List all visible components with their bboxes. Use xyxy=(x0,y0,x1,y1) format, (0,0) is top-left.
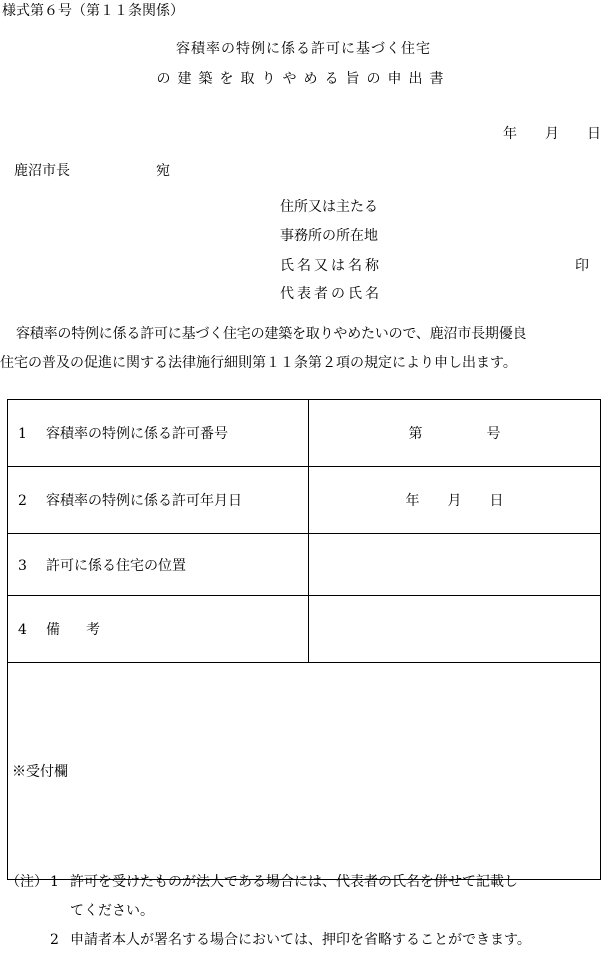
form-number: 様式第６号（第１１条関係） xyxy=(2,3,184,19)
remarks-field[interactable] xyxy=(309,596,601,663)
document-title-line2: の建築を取りやめる旨の申出書 xyxy=(156,71,451,87)
note-continuation: てください。 xyxy=(70,903,154,919)
applicant-address-label: 住所又は主たる xyxy=(280,199,378,215)
table-row xyxy=(8,663,601,880)
permit-date-day: 日 xyxy=(489,493,504,509)
reception-cell xyxy=(8,663,601,880)
permit-date-field[interactable] xyxy=(309,467,601,534)
applicant-office-label: 事務所の所在地 xyxy=(280,228,378,244)
row-label-cell xyxy=(8,534,309,596)
row-number: 4 xyxy=(18,622,27,638)
date-year: 年 xyxy=(503,126,517,142)
location-field[interactable] xyxy=(309,534,601,596)
document-title-line1: 容積率の特例に係る許可に基づく住宅 xyxy=(176,41,431,57)
row-label-cell xyxy=(8,467,309,534)
seal-mark: 印 xyxy=(575,258,589,274)
table-row xyxy=(8,596,601,663)
date-day: 日 xyxy=(587,126,601,142)
table-row xyxy=(8,534,601,596)
row-label-cell xyxy=(8,400,309,467)
row-number: 2 xyxy=(18,493,27,509)
addressee-name: 鹿沼市長 xyxy=(14,163,70,179)
table-row xyxy=(8,400,601,467)
note-item xyxy=(6,868,606,897)
table-row xyxy=(8,467,601,534)
applicant-representative-label: 代表者の氏名 xyxy=(280,286,382,302)
row-label: 許可に係る住宅の位置 xyxy=(46,557,186,574)
addressee xyxy=(14,164,170,178)
applicant-name-label: 氏名又は名称 xyxy=(280,258,382,274)
row-number: 3 xyxy=(18,557,27,574)
note-text: 申請者本人が署名する場合においては、押印を省略することができます。 xyxy=(70,932,531,948)
reception-label: ※受付欄 xyxy=(12,764,68,780)
row-label: 容積率の特例に係る許可番号 xyxy=(46,426,228,442)
permit-number-prefix: 第 xyxy=(408,426,423,442)
date-month: 月 xyxy=(545,126,559,142)
row-number: 1 xyxy=(18,426,27,442)
application-table xyxy=(7,399,601,880)
permit-date-month: 月 xyxy=(447,493,462,509)
statement-line2: 住宅の普及の促進に関する法律施行細則第１１条第２項の規定により申し出ます。 xyxy=(0,355,517,371)
addressee-suffix: 宛 xyxy=(156,163,170,179)
statement-paragraph xyxy=(0,320,607,378)
date-line xyxy=(503,127,601,141)
statement-line1: 容積率の特例に係る許可に基づく住宅の建築を取りやめたいので、鹿沼市長期優良 xyxy=(16,326,527,342)
note-item xyxy=(6,926,606,955)
row-label: 備 考 xyxy=(46,622,106,638)
row-label-cell xyxy=(8,596,309,663)
permit-date-year: 年 xyxy=(405,493,420,509)
permit-number-field[interactable] xyxy=(309,400,601,467)
note-number: 1 xyxy=(50,874,59,890)
note-number: 2 xyxy=(50,932,59,948)
note-text: 許可を受けたものが法人である場合には、代表者の氏名を併せて記載し xyxy=(70,874,518,890)
row-label: 容積率の特例に係る許可年月日 xyxy=(46,493,242,509)
permit-number-suffix: 号 xyxy=(486,426,501,442)
notes-prefix: （注） xyxy=(6,874,48,890)
